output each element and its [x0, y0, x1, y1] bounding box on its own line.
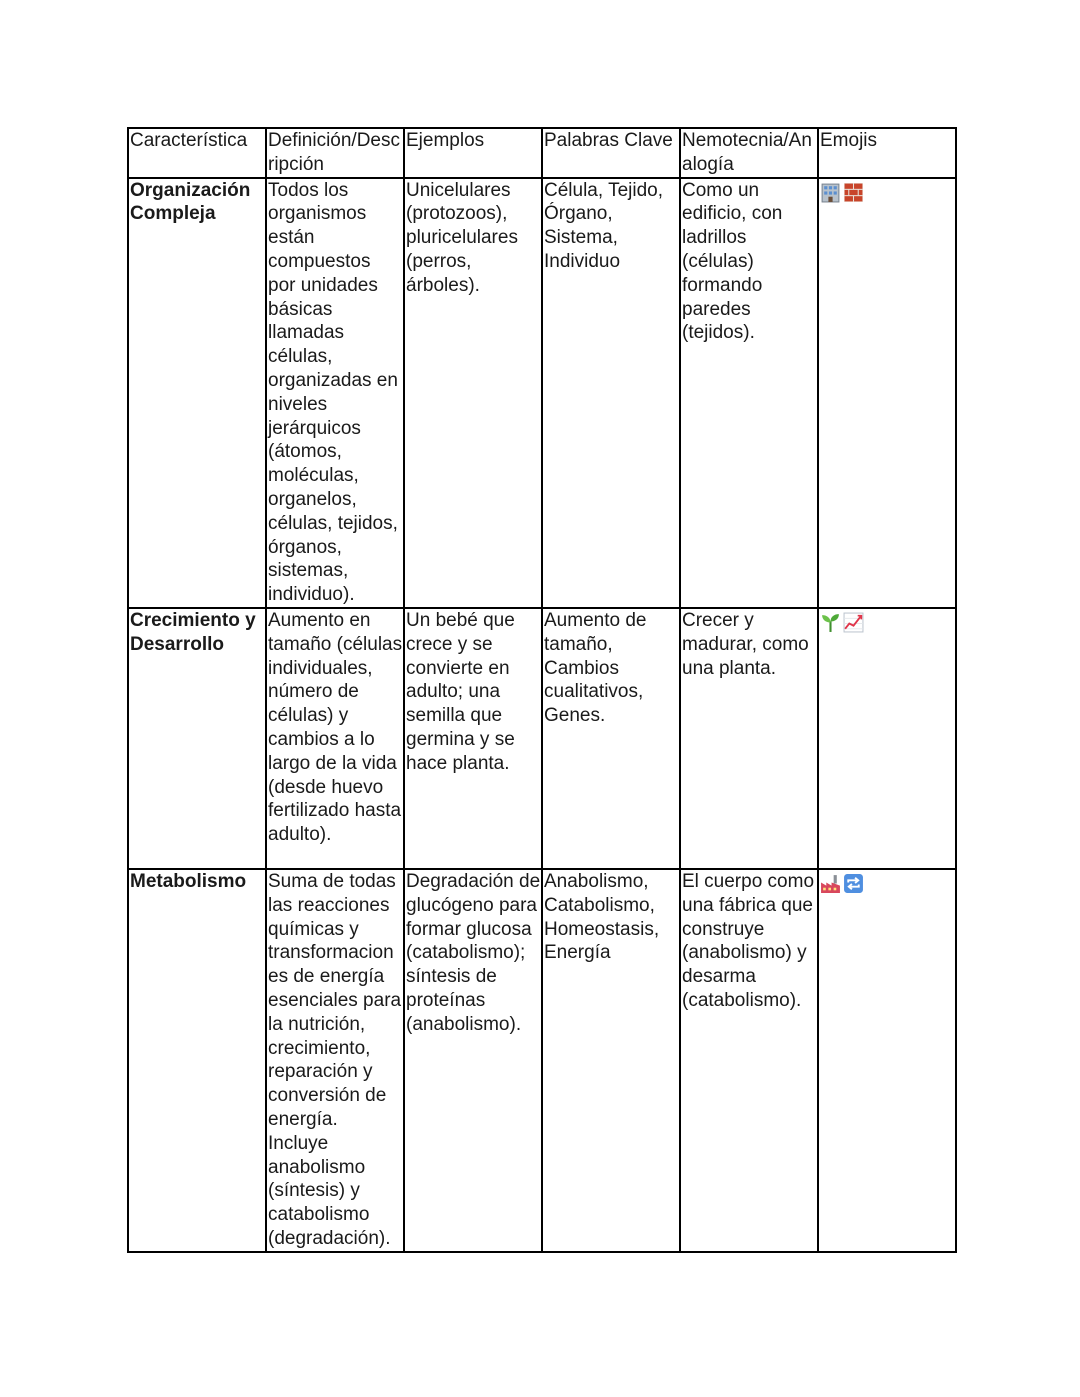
header-caracteristica: Característica: [128, 128, 266, 178]
seedling-icon: [820, 612, 841, 633]
repeat-arrows-icon: [843, 873, 864, 894]
brick-wall-icon: [843, 182, 864, 203]
ejemplos-cell: Degradación de glucógeno para formar glucosa (catabolismo); síntesis de proteínas (anabolismo).: [404, 869, 542, 1252]
caracteristica-cell: Crecimiento y Desarrollo: [128, 608, 266, 869]
definicion-cell: Todos los organismos están compuestos por unidades básicas llamadas células, organizadas en niveles jerárquicos (átomos, moléculas, organelos, células, tejidos, órganos, sistemas, individuo).: [266, 178, 404, 608]
emojis-cell: [818, 178, 956, 608]
emojis-cell: [818, 608, 956, 869]
ejemplos-cell: Unicelulares (protozoos), pluricelulares (perros, árboles).: [404, 178, 542, 608]
office-building-icon: [820, 182, 841, 203]
document-page: [127, 127, 957, 1253]
caracteristica-cell: Organización Compleja: [128, 178, 266, 608]
header-definicion: Definición/Descripción: [266, 128, 404, 178]
definicion-cell: Aumento en tamaño (células individuales, número de células) y cambios a lo largo de la vida (desde huevo fertilizado hasta adulto).: [266, 608, 404, 869]
factory-icon: [820, 873, 841, 894]
definicion-cell: Suma de todas las reacciones químicas y transformaciones de energía esenciales para la nutrición, crecimiento, reparación y conversión de energía. Incluye anabolismo (síntesis) y catabolismo (degradación).: [266, 869, 404, 1252]
palabras-clave-cell: Célula, Tejido, Órgano, Sistema, Individuo: [542, 178, 680, 608]
nemotecnia-cell: Crecer y madurar, como una planta.: [680, 608, 818, 869]
palabras-clave-cell: Anabolismo, Catabolismo, Homeostasis, Energía: [542, 869, 680, 1252]
header-palabras-clave: Palabras Clave: [542, 128, 680, 178]
header-nemotecnia: Nemotecnia/Analogía: [680, 128, 818, 178]
header-emojis: Emojis: [818, 128, 956, 178]
emojis-cell: [818, 869, 956, 1252]
caracteristica-cell: Metabolismo: [128, 869, 266, 1252]
table-row: [128, 178, 956, 608]
header-ejemplos: Ejemplos: [404, 128, 542, 178]
palabras-clave-cell: Aumento de tamaño, Cambios cualitativos, Genes.: [542, 608, 680, 869]
ejemplos-cell: Un bebé que crece y se convierte en adulto; una semilla que germina y se hace planta.: [404, 608, 542, 869]
table-row: [128, 869, 956, 1252]
table-header-row: [128, 128, 956, 178]
nemotecnia-cell: El cuerpo como una fábrica que construye (anabolismo) y desarma (catabolismo).: [680, 869, 818, 1252]
table-row: [128, 608, 956, 869]
nemotecnia-cell: Como un edificio, con ladrillos (células) formando paredes (tejidos).: [680, 178, 818, 608]
chart-increasing-icon: [843, 612, 864, 633]
characteristics-table: [127, 127, 957, 1253]
